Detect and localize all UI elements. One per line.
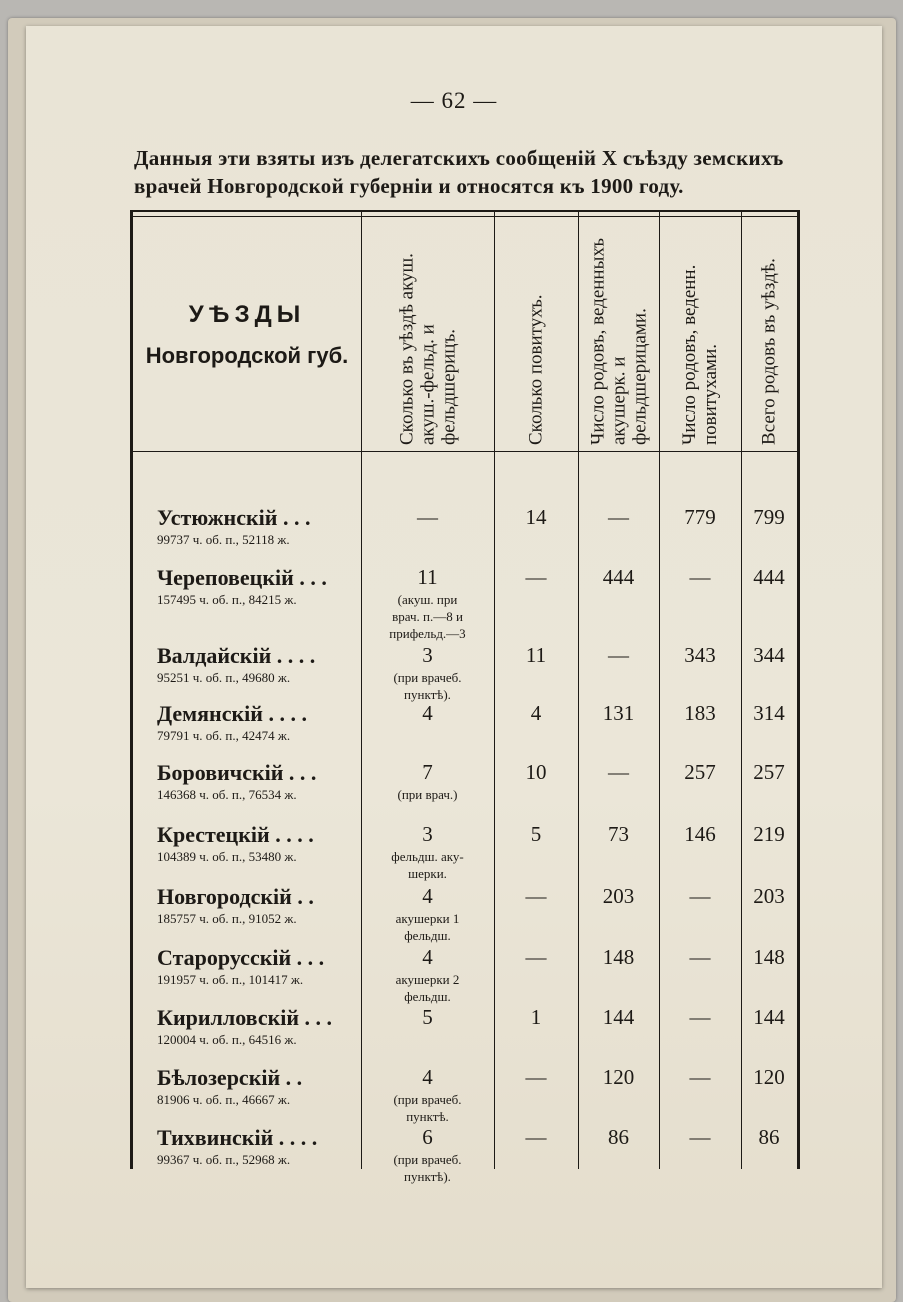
header-title: УѢЗДЫ — [188, 301, 306, 328]
district-population: 95251 ч. об. п., 49680 ж. — [157, 670, 291, 685]
cell-total: 86 — [758, 1125, 780, 1149]
intro-line-1: Данныя эти взяты изъ делегатскихъ сообщеній X съѣзду земскихъ — [134, 146, 784, 170]
cell-midwives: 4 — [422, 1065, 433, 1089]
cell-births-midwives: 120 — [602, 1065, 635, 1089]
district-population: 99737 ч. об. п., 52118 ж. — [157, 532, 290, 547]
district-name: Тихвинскій . . . . — [157, 1125, 318, 1150]
district-population: 81906 ч. об. п., 46667 ж. — [157, 1092, 291, 1107]
district-name: Кирилловскій . . . — [157, 1005, 333, 1030]
cell-births-povitukhi: — — [689, 565, 711, 589]
district-population: 104389 ч. об. п., 53480 ж. — [157, 849, 297, 864]
cell-total: 219 — [753, 822, 785, 846]
header-col-povitukhi-label: Сколько повитухъ. — [525, 294, 547, 445]
intro-line-2: врачей Новгородской губерніи и относятся къ 1900 году. — [134, 174, 684, 198]
cell-births-midwives: 144 — [602, 1005, 635, 1029]
district-population: 191957 ч. об. п., 101417 ж. — [157, 972, 304, 987]
cell-births-povitukhi: — — [689, 1125, 711, 1149]
header-col-births-midwives-label: Число родовъ, веденныхъ акушерк. и фельдшерицами. — [587, 238, 650, 445]
cell-midwives: 4 — [422, 945, 433, 969]
cell-total: 120 — [753, 1065, 785, 1089]
cell-births-midwives: — — [608, 643, 629, 667]
district-name: Валдайскій . . . . — [157, 643, 316, 668]
cell-births-povitukhi: — — [689, 1065, 711, 1089]
header-col-total-label: Всего родовъ въ уѣздѣ. — [758, 258, 780, 445]
cell-midwives: 4 — [422, 701, 433, 725]
cell-povitukhi: 14 — [525, 505, 547, 529]
district-population: 79791 ч. об. п., 42474 ж. — [157, 728, 291, 743]
district-name: Бѣлозерскій . . — [157, 1065, 303, 1090]
cell-povitukhi: — — [525, 945, 547, 969]
cell-total: 344 — [753, 643, 785, 667]
cell-midwives: 3 — [422, 822, 433, 846]
cell-total: 144 — [753, 1005, 785, 1029]
cell-povitukhi: 10 — [525, 760, 547, 784]
cell-midwives-note: (акуш. при врач. п.—8 и прифельд.—3 — [389, 592, 466, 641]
cell-midwives: — — [417, 505, 438, 529]
cell-total: 257 — [753, 760, 785, 784]
cell-births-midwives: — — [608, 505, 629, 529]
cell-births-povitukhi: 183 — [684, 701, 716, 725]
cell-births-midwives: 73 — [608, 822, 629, 846]
header-col-povitukhi — [494, 223, 578, 445]
cell-midwives-note: акушерки 2 фельдш. — [395, 972, 460, 1004]
district-name: Череповецкій . . . — [157, 565, 327, 590]
cell-povitukhi: 4 — [530, 701, 542, 725]
district-population: 185757 ч. об. п., 91052 ж. — [157, 911, 297, 926]
district-name: Демянскій . . . . — [157, 701, 307, 726]
header-subtitle: Новгородской губ. — [145, 343, 349, 368]
cell-births-povitukhi: 146 — [684, 822, 716, 846]
table-top-rule — [130, 210, 800, 212]
district-name: Старорусскій . . . — [157, 945, 325, 970]
cell-births-midwives: 444 — [602, 565, 635, 589]
district-name: Новгородскій . . — [157, 884, 314, 909]
cell-births-midwives: — — [608, 760, 629, 784]
cell-births-povitukhi: 779 — [684, 505, 716, 529]
cell-povitukhi: 5 — [530, 822, 542, 846]
district-population: 146368 ч. об. п., 76534 ж. — [157, 787, 297, 802]
cell-total: 799 — [753, 505, 785, 529]
cell-midwives-note: (при врачеб. пунктѣ). — [393, 670, 462, 702]
cell-midwives-note: акушерки 1 фельдш. — [395, 911, 460, 943]
cell-midwives: 5 — [422, 1005, 433, 1029]
cell-povitukhi: — — [525, 1125, 547, 1149]
header-col-births-povitukhi-label: Число родовъ, веденн. повитухами. — [679, 264, 721, 445]
cell-povitukhi: — — [525, 1065, 547, 1089]
cell-total: 203 — [753, 884, 785, 908]
cell-midwives: 3 — [422, 643, 433, 667]
cell-births-midwives: 86 — [608, 1125, 629, 1149]
header-col-births-povitukhi — [659, 223, 741, 445]
cell-midwives: 4 — [422, 884, 433, 908]
district-population: 99367 ч. об. п., 52968 ж. — [157, 1152, 291, 1167]
cell-midwives-note: (при врачеб. пунктѣ. — [393, 1092, 462, 1124]
cell-midwives-note: фельдш. аку- шерки. — [391, 849, 464, 881]
cell-povitukhi: — — [525, 565, 547, 589]
header-districts — [133, 301, 361, 369]
cell-midwives: 6 — [422, 1125, 433, 1149]
cell-total: 444 — [753, 565, 785, 589]
header-col-midwives-label: Сколько въ уѣздѣ акуш. акуш.-фельд. и фельдшерицъ. — [396, 253, 459, 445]
page-number: — 62 — — [410, 88, 498, 113]
table-top-rule-thin — [130, 216, 800, 217]
header-col-midwives — [361, 223, 494, 445]
district-name: Крестецкій . . . . — [157, 822, 314, 847]
cell-births-midwives: 131 — [602, 701, 635, 725]
cell-midwives-note: (при врач.) — [397, 787, 458, 802]
cell-births-midwives: 148 — [602, 945, 635, 969]
cell-births-povitukhi: — — [689, 884, 711, 908]
header-col-births-midwives — [578, 223, 659, 445]
statistics-table — [130, 211, 800, 1184]
cell-births-povitukhi: 257 — [684, 760, 716, 784]
district-name: Боровичскій . . . — [157, 760, 317, 785]
intro-text — [134, 144, 824, 200]
cell-births-povitukhi: — — [689, 945, 711, 969]
cell-births-midwives: 203 — [602, 884, 635, 908]
book-page — [26, 26, 882, 1288]
cell-midwives: 11 — [417, 565, 438, 589]
district-population: 157495 ч. об. п., 84215 ж. — [157, 592, 297, 607]
cell-births-povitukhi: 343 — [684, 643, 716, 667]
cell-midwives-note: (при врачеб. пунктѣ). — [393, 1152, 462, 1184]
district-population: 120004 ч. об. п., 64516 ж. — [157, 1032, 297, 1047]
cell-povitukhi: — — [525, 884, 547, 908]
cell-povitukhi: 1 — [530, 1005, 542, 1029]
district-name: Устюжнскій . . . — [157, 505, 311, 530]
cell-births-povitukhi: — — [689, 1005, 711, 1029]
cell-povitukhi: 11 — [525, 643, 547, 667]
cell-total: 314 — [753, 701, 785, 725]
header-divider — [133, 451, 797, 452]
header-col-total — [741, 223, 797, 445]
cell-total: 148 — [753, 945, 785, 969]
cell-midwives: 7 — [422, 760, 433, 784]
